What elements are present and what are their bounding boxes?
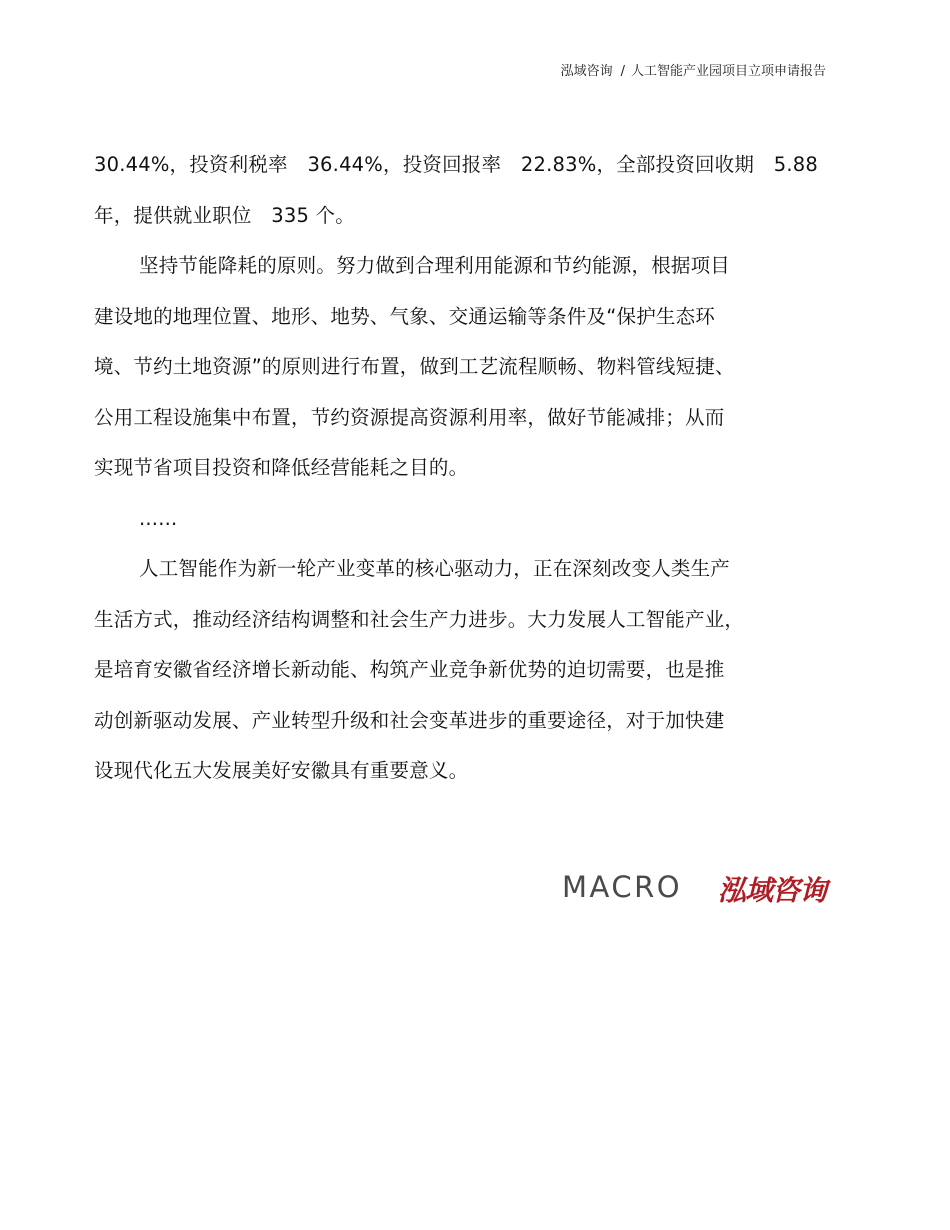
body-line: 生活方式，推动经济结构调整和社会生产力进步。大力发展人工智能产业，: [94, 607, 745, 631]
body-line: 设现代化五大发展美好安徽具有重要意义。: [94, 759, 469, 782]
body-line: 境、节约土地资源”的原则进行布置，做到工艺流程顺畅、物料管线短捷、: [94, 355, 735, 378]
body-line: 是培育安徽省经济增长新动能、构筑产业竞争新优势的迫切需要，也是推: [94, 658, 725, 681]
body-line: 30.44%，投资利税率 36.44%，投资回报率 22.83%，全部投资回收期 5.88: [94, 153, 818, 176]
body-line: 实现节省项目投资和降低经营能耗之目的。: [94, 456, 469, 479]
body-line: 动创新驱动发展、产业转型升级和社会变革进步的重要途径，对于加快建: [94, 708, 725, 732]
body-line: 年，提供就业职位 335 个。: [94, 203, 355, 227]
macro-logo: [562, 870, 852, 906]
document-body: [94, 140, 834, 797]
logo-chinese-text: 泓域咨询: [718, 874, 827, 907]
body-line: 公用工程设施集中布置，节约资源提高资源利用率，做好节能减排；从而: [94, 405, 725, 429]
body-line: 建设地的地理位置、地形、地势、气象、交通运输等条件及“保护生态环: [94, 304, 716, 328]
body-ellipsis: ......: [139, 506, 178, 530]
header-doc-title: 人工智能产业园项目立项申请报告: [630, 64, 826, 79]
header-company: 泓域咨询: [560, 64, 613, 79]
header-separator: /: [620, 64, 625, 79]
page-header: [561, 60, 826, 79]
logo-latin-text: MACRO: [562, 870, 683, 904]
body-line: 坚持节能降耗的原则。努力做到合理利用能源和节约能源，根据项目: [139, 254, 731, 277]
body-line: 人工智能作为新一轮产业变革的核心驱动力，正在深刻改变人类生产: [139, 557, 731, 580]
